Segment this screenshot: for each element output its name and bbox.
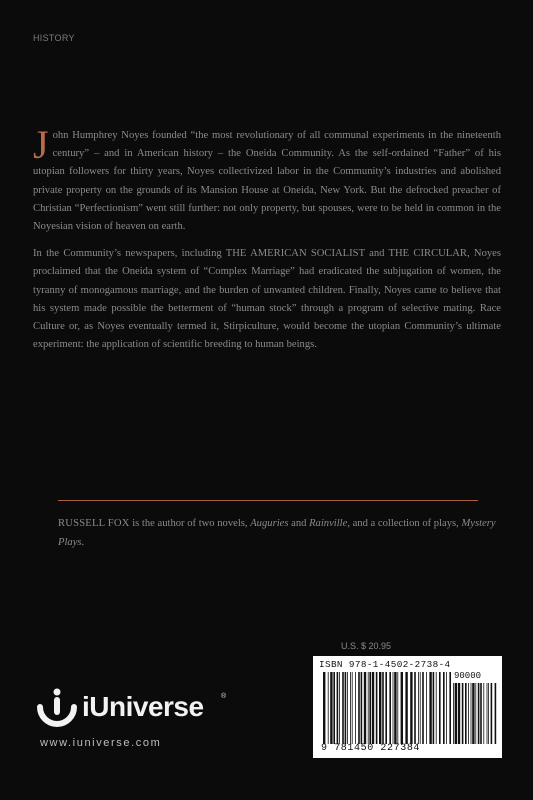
ean-barcode-bars xyxy=(323,672,451,744)
novel-title-1: Auguries xyxy=(250,518,289,529)
novel-title-2: Rainville xyxy=(309,518,348,529)
price-label: U.S. $ 20.95 xyxy=(341,641,392,651)
author-bio xyxy=(58,514,500,552)
bio-text: is the author of two novels, xyxy=(129,518,251,529)
blurb xyxy=(33,122,501,363)
category-label: HISTORY xyxy=(33,33,75,43)
blurb-paragraph-1 xyxy=(33,122,501,236)
iuniverse-emblem-icon xyxy=(34,687,80,733)
bio-text: and xyxy=(288,518,310,529)
bio-text: , and a collection of plays, xyxy=(347,518,462,529)
plays-title: Mystery Plays xyxy=(58,518,496,548)
publisher-url: www.iuniverse.com xyxy=(40,737,162,749)
drop-cap: J xyxy=(33,122,49,167)
author-name: RUSSELL FOX xyxy=(58,518,130,529)
ean-digits: 9 781450 227384 xyxy=(321,743,421,754)
addon-digits: 90000 xyxy=(454,671,482,681)
bio-text: . xyxy=(81,537,85,548)
registered-mark: ® xyxy=(221,693,227,700)
addon-barcode-bars xyxy=(453,683,497,744)
divider-rule xyxy=(58,500,478,501)
publisher-logo xyxy=(34,687,234,733)
publisher-name: iUniverse xyxy=(82,691,204,722)
isbn-text: ISBN 978-1-4502-2738-4 xyxy=(319,659,451,670)
barcode xyxy=(313,656,502,758)
blurb-paragraph-1-text: ohn Humphrey Noyes founded “the most revolutionary of all communal experiments in the nineteenth century” – and in American history – the Oneida Community. As the self-ordained “Father” of his utopian followers for thirty years, Noyes collectivized labor in the Community’s industries and abolished private property on the grounds of its Mansion House at Oneida, New York. But the defrocked preacher of Christian “Perfectionism” went still further: not only property, but spouses, were to be held in common in the Noyesian vision of heaven on earth. xyxy=(33,130,501,233)
blurb-paragraph-2: In the Community’s newspapers, including THE AMERICAN SOCIALIST and THE CIRCULAR, Noyes proclaimed that the Oneida system of “Complex Marriage” had eradicated the subjugation of women, the tyranny of monogamous marriage, and the burden of unwanted children. Finally, Noyes came to believe that his system made possible the betterment of “human stock” through a program of selective mating. Race Culture or, as Noyes eventually termed it, Stirpiculture, would become the utopian Community’s ultimate experiment: the application of scientific breeding to human beings. xyxy=(33,248,501,351)
